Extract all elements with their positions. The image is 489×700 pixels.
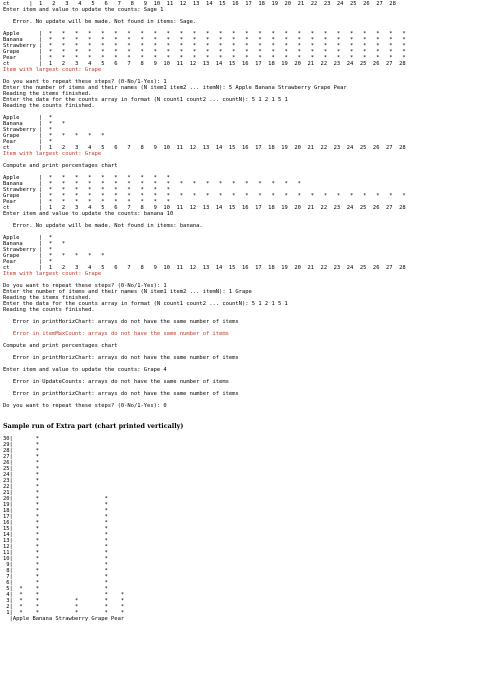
- console-line: Strawberry | *: [3, 127, 53, 133]
- console-line: Compute and print percentages chart: [3, 343, 118, 349]
- console-line: Enter item and value to update the counts: Grape 4: [3, 367, 167, 373]
- console-line: Error in printHorizChart: arrays do not have the same number of items: [3, 391, 239, 397]
- console-line: 10| * *: [3, 556, 108, 562]
- console-line: Grape | * * * * *: [3, 133, 105, 139]
- console-line: Grape | * * * * * * * * * * * * * * * * * * * * * * * * * * * *: [3, 193, 406, 199]
- console-line: Banana | * *: [3, 241, 66, 247]
- console-line: 25| *: [3, 466, 40, 472]
- console-line: Banana | * *: [3, 121, 66, 127]
- console-line: Apple | * * * * * * * * * *: [3, 175, 170, 181]
- console-line: Do you want to repeat these steps? (0-No/1-Yes): 0: [3, 403, 167, 409]
- console-line: 19| * *: [3, 502, 108, 508]
- console-line: Pear | *: [3, 139, 53, 145]
- console-line: Compute and print percentages chart: [3, 163, 118, 169]
- console-line: ct | 1 2 3 4 5 6 7 8 9 10 11 12 13 14 15 16 17 18 19 20 21 22 23 24 25 26 27 28: [3, 145, 406, 151]
- console-line: Item with largest count: Grape: [3, 151, 102, 157]
- console-line: Error. No update will be made. Not found in items: Sage.: [3, 19, 197, 25]
- console-line: 5| * * *: [3, 586, 108, 592]
- console-line: Reading the items finished.: [3, 295, 92, 301]
- console-line: 23| *: [3, 478, 40, 484]
- console-line: Reading the items finished.: [3, 91, 92, 97]
- console-line: Apple | *: [3, 235, 53, 241]
- console-line: 7| * *: [3, 574, 108, 580]
- console-line: Strawberry | *: [3, 247, 53, 253]
- console-line: ct | 1 2 3 4 5 6 7 8 9 10 11 12 13 14 15 16 17 18 19 20 21 22 23 24 25 26 27 28: [3, 265, 406, 271]
- console-line: 6| * *: [3, 580, 108, 586]
- console-line: 29| *: [3, 442, 40, 448]
- console-line: 4| * * * *: [3, 592, 125, 598]
- console-line: Error in printHorizChart: arrays do not have the same number of items: [3, 355, 239, 361]
- console-line: 27| *: [3, 454, 40, 460]
- console-line: Apple | *: [3, 115, 53, 121]
- console-line: Banana | * * * * * * * * * * * * * * * * * * * *: [3, 181, 301, 187]
- console-line: 8| * *: [3, 568, 108, 574]
- console-line: 30| *: [3, 436, 40, 442]
- console-line: Pear | * * * * * * * * * * * * * * * * * * * * * * * * * * * *: [3, 55, 406, 61]
- console-line: Enter item and value to update the counts: Sage 1: [3, 7, 164, 13]
- console-line: 17| * *: [3, 514, 108, 520]
- console-line: ct | 1 2 3 4 5 6 7 8 9 10 11 12 13 14 15 16 17 18 19 20 21 22 23 24 25 26 27 28: [3, 205, 406, 211]
- console-line: |Apple Banana Strawberry Grape Pear: [3, 616, 125, 622]
- console-line: Grape | * * * * *: [3, 253, 105, 259]
- console-line: Pear | * * * * * * * * * *: [3, 199, 170, 205]
- console-line: 9| * *: [3, 562, 108, 568]
- console-line: Strawberry | * * * * * * * * * * * * * * * * * * * * * * * * * * * *: [3, 43, 406, 49]
- console-line: Reading the counts finished.: [3, 307, 95, 313]
- console-line: 11| * *: [3, 550, 108, 556]
- console-line: Do you want to repeat these steps? (0-No/1-Yes): 1: [3, 79, 167, 85]
- section-heading: Sample run of Extra part (chart printed vertically): [3, 422, 184, 430]
- console-line: Enter the data for the counts array in format (N count1 count2 ... countN): 5 1 2 1 5 1: [3, 97, 288, 103]
- console-line: Error in printHorizChart: arrays do not have the same number of items: [3, 319, 239, 325]
- console-line: 2| * * * * *: [3, 604, 125, 610]
- console-line: Error in itemMaxCount: arrays do not have the same number of items: [3, 331, 229, 337]
- console-line: Item with largest count: Grape: [3, 271, 102, 277]
- console-line: 21| *: [3, 490, 40, 496]
- console-line: 13| * *: [3, 538, 108, 544]
- console-line: 20| * *: [3, 496, 108, 502]
- console-line: Banana | * * * * * * * * * * * * * * * * * * * * * * * * * * * *: [3, 37, 406, 43]
- console-line: 26| *: [3, 460, 40, 466]
- console-line: Apple | * * * * * * * * * * * * * * * * * * * * * * * * * * * *: [3, 31, 406, 37]
- console-line: 24| *: [3, 472, 40, 478]
- console-line: 15| * *: [3, 526, 108, 532]
- console-line: ct | 1 2 3 4 5 6 7 8 9 10 11 12 13 14 15 16 17 18 19 20 21 22 23 24 25 26 27 28: [3, 1, 396, 7]
- console-line: 16| * *: [3, 520, 108, 526]
- console-line: Error. No update will be made. Not found in items: banana.: [3, 223, 203, 229]
- console-line: Enter the number of items and their names (N item1 item2 ... itemN): 1 Grape: [3, 289, 252, 295]
- console-line: ct | 1 2 3 4 5 6 7 8 9 10 11 12 13 14 15 16 17 18 19 20 21 22 23 24 25 26 27 28: [3, 61, 406, 67]
- console-line: Reading the counts finished.: [3, 103, 95, 109]
- console-line: 3| * * * * *: [3, 598, 125, 604]
- console-line: Pear | *: [3, 259, 53, 265]
- console-line: 22| *: [3, 484, 40, 490]
- console-line: Error in UpdateCounts: arrays do not have the same number of items: [3, 379, 229, 385]
- console-line: 18| * *: [3, 508, 108, 514]
- console-line: Do you want to repeat these steps? (0-No/1-Yes): 1: [3, 283, 167, 289]
- console-line: Item with largest count: Grape: [3, 67, 102, 73]
- console-line: Enter the number of items and their names (N item1 item2 ... itemN): 5 Apple Banana Strawberry Grape Pear: [3, 85, 347, 91]
- console-line: Enter item and value to update the counts: banana 10: [3, 211, 174, 217]
- console-line: 28| *: [3, 448, 40, 454]
- console-line: 1| * * * * *: [3, 610, 125, 616]
- console-line: 12| * *: [3, 544, 108, 550]
- console-line: Strawberry | * * * * * * * * * *: [3, 187, 170, 193]
- console-line: Enter the data for the counts array in format (N count1 count2 ... countN): 5 1 2 1 5 1: [3, 301, 288, 307]
- console-line: 14| * *: [3, 532, 108, 538]
- console-line: Grape | * * * * * * * * * * * * * * * * * * * * * * * * * * * *: [3, 49, 406, 55]
